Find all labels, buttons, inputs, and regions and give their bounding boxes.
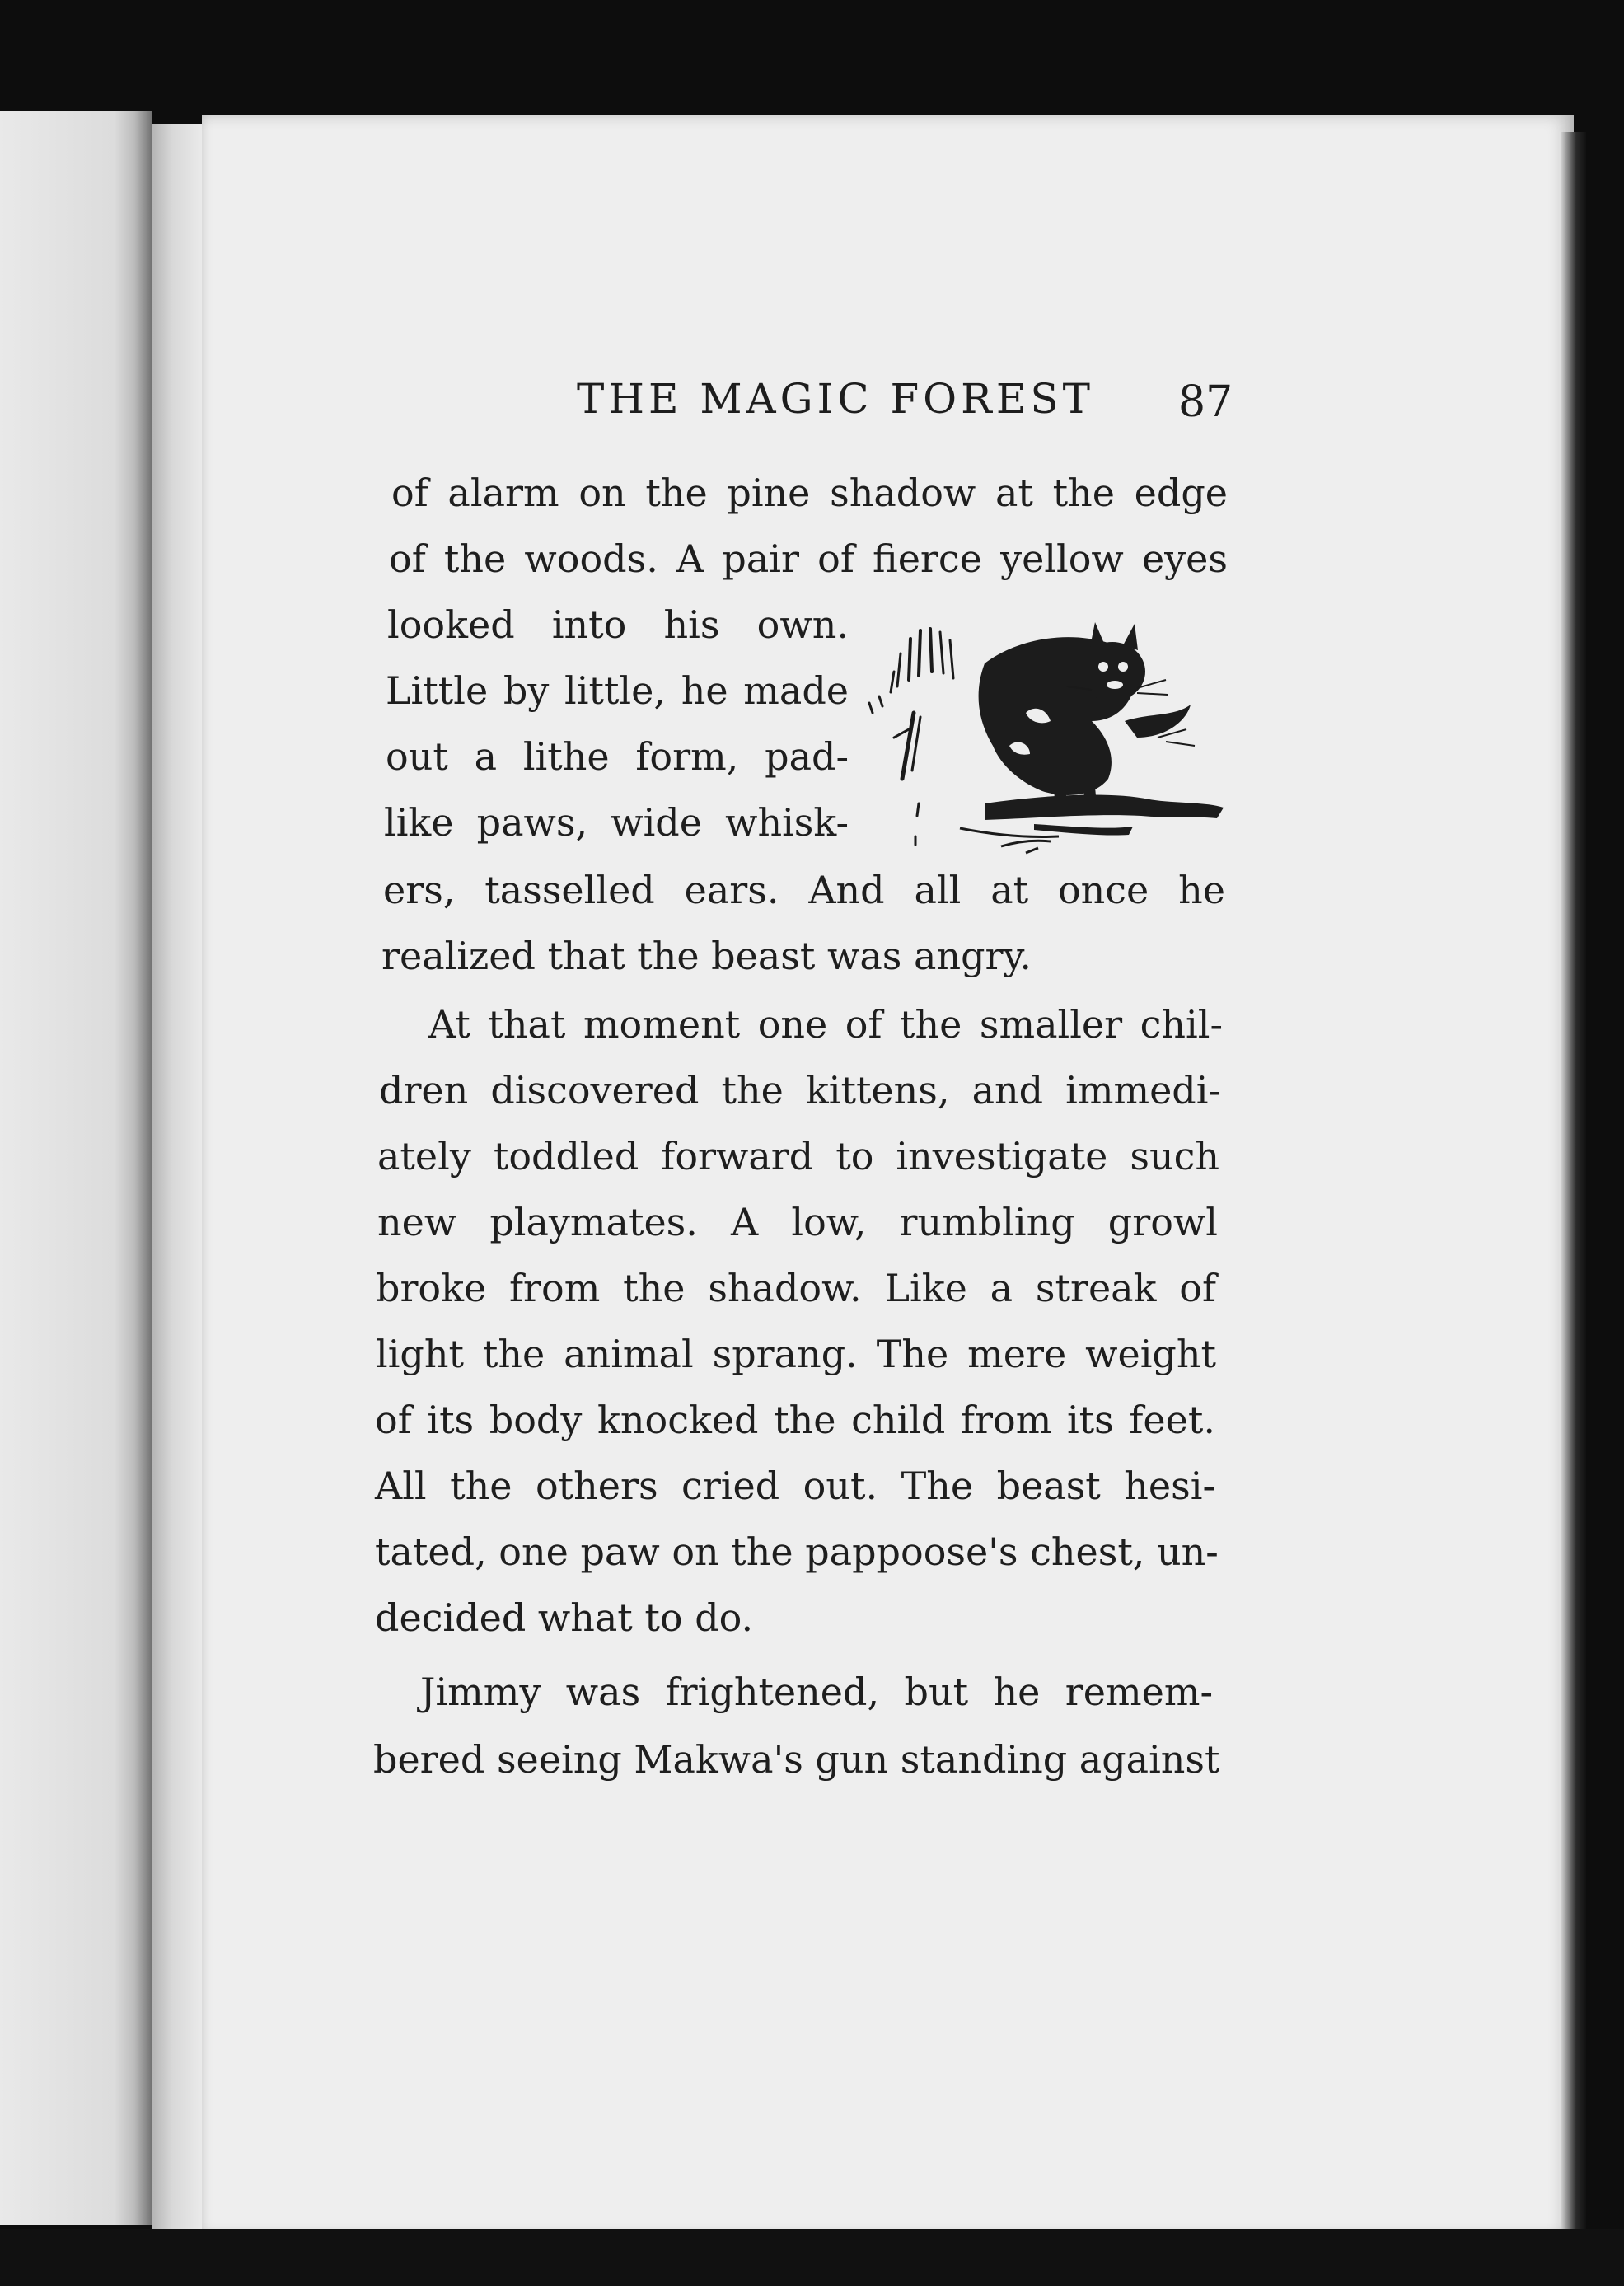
text-line: All the others cried out. The beast hesi- [375, 1464, 1215, 1508]
left-page-edge [0, 111, 152, 2225]
text-line: tated, one paw on the pappoose's chest, un- [375, 1529, 1219, 1574]
text-line: dren discovered the kittens, and immedi- [379, 1068, 1221, 1113]
page-number: 87 [1178, 377, 1233, 427]
text-line: decided what to do. [375, 1595, 754, 1640]
text-line: of the woods. A pair of fierce yellow eyes [389, 536, 1228, 581]
text-line: new playmates. A low, rumbling growl [377, 1200, 1218, 1244]
text-line: bered seeing Makwa's gun standing against [373, 1737, 1220, 1782]
running-head: THE MAGIC FOREST [577, 375, 1094, 423]
text-line: ers, tasselled ears. And all at once he [383, 868, 1225, 912]
text-line: light the animal sprang. The mere weight [376, 1332, 1216, 1376]
text-line: out a lithe form, pad- [386, 734, 849, 779]
text-line: like paws, wide whisk- [384, 800, 849, 845]
text-line: realized that the beast was angry. [381, 934, 1032, 978]
text-line: looked into his own. [387, 602, 849, 647]
book-gutter [152, 124, 202, 2233]
text-line: of alarm on the pine shadow at the edge [391, 471, 1228, 515]
text-line: At that moment one of the smaller chil- [428, 1002, 1223, 1047]
text-line: Jimmy was frightened, but he remem- [420, 1670, 1213, 1714]
text-line: Little by little, he made [386, 668, 849, 713]
scan-bottom-border [0, 2229, 1624, 2286]
text-line: ately toddled forward to investigate such [377, 1134, 1219, 1178]
lynx-on-log-icon [861, 614, 1228, 861]
text-line: broke from the shadow. Like a streak of [376, 1266, 1216, 1310]
book-page [202, 115, 1574, 2241]
right-page-edge [1561, 132, 1586, 2241]
text-line: of its body knocked the child from its feet. [375, 1398, 1215, 1442]
